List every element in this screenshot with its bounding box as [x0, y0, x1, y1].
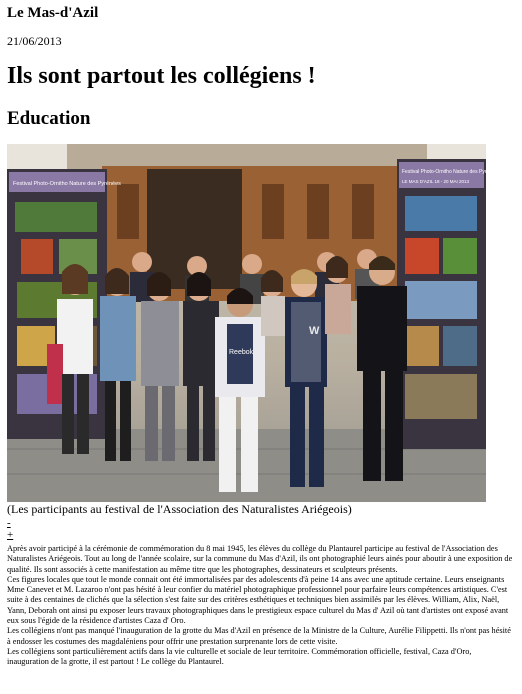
photo-caption: (Les participants au festival de l'Association des Naturalistes Ariégeois)	[7, 502, 352, 516]
shirt-text: Reebok	[229, 349, 254, 356]
poster-left-header: Festival Photo-Ornitho Nature des Pyrénées	[13, 181, 121, 187]
article-category: Education	[7, 108, 91, 129]
site-name: Le Mas-d'Azil	[7, 5, 99, 21]
poster-right-sub: LE MAS D'AZIL 18 - 20 MAI 2013	[402, 179, 469, 184]
font-increase-link[interactable]: +	[7, 529, 14, 541]
poster-right	[397, 159, 501, 449]
poster-right-header: Festival Photo-Ornitho Nature des Pyrénées	[402, 169, 501, 175]
group-photo-illustration	[7, 144, 501, 502]
article-body	[7, 544, 515, 668]
article-paragraph: Les collégiens sont particulièrement actifs dans la vie culturelle et sociale de leur territoire. Commémoration officielle, festival, Caza d'Oro, inauguration de la grotte, il est partout ! Le collège du Plantaurel.	[7, 646, 472, 667]
article-paragraph: Les collégiens n'ont pas manqué l'inauguration de la grotte du Mas d'Azil en présence de la Ministre de la Culture, Aurélie Filippetti. Ils n'ont pas hésité à endosser les costumes des magdaléniens pour offrir une prestation surprenante lors de cette visite.	[7, 626, 511, 646]
article-title: Ils sont partout les collégiens !	[7, 63, 316, 89]
article-photo	[7, 144, 501, 502]
article-paragraph: Ces figures locales que tout le monde connait ont été immortalisées par des adolescents d'à peine 14 ans avec une aptitude certaine. Leurs enseignants Mme Canevet et M. Lazaroo n'ont pas hésité à leur confier du matériel photographique professionnel pour parfaire leurs compétences artistiques. C'est suite à des centaines de clichés que la sélection s'est faite sur des critères esthétiques et techniques bien assimilés par les élèves. William, Alix, Naël, Yann, Deborah ont ainsi pu exposer leurs travaux photographiques dans le prestigieux espace culturel du Mas d' Azil où tant d'artistes ont exposé avant eux sous l'égide de la résidence d'artistes Caza d' Oro.	[7, 574, 509, 626]
article-date: 21/06/2013	[7, 34, 62, 48]
article-paragraph: Après avoir participé à la cérémonie de commémoration du 8 mai 1945, les élèves du collège du Plantaurel participe au festival de l'Association des Naturalistes Ariégeois. Tout au long de l'année scolaire, sur la commune du Mas d'Azil, ils ont photographié leurs ainés pour aboutir à une exposition de qualité. Ils sont associés à cette manifestation au même titre que les photographes, dessinateurs et sculpteurs présents.	[7, 544, 513, 574]
svg-text:W: W	[309, 325, 320, 337]
font-decrease-link[interactable]: -	[7, 517, 11, 529]
